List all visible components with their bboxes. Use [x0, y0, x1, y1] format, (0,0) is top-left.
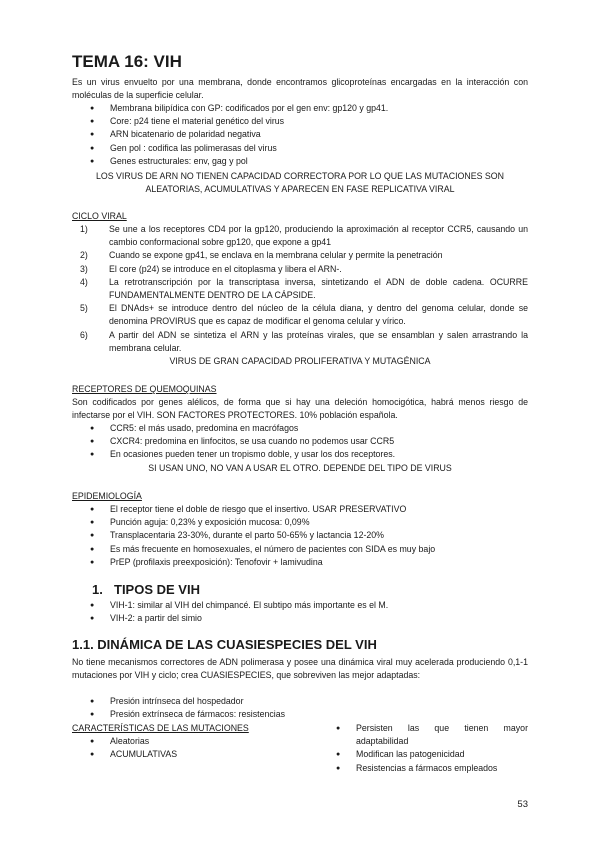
list-item: ● Core: p24 tiene el material genético del virus [90, 115, 530, 128]
list-item: ● Modifican las patogenicidad [336, 748, 528, 761]
step-number: 4) [80, 276, 88, 287]
list-item: ● En ocasiones pueden tener un tropismo doble, y usar los dos receptores. [90, 448, 530, 461]
list-item: ● VIH-1: similar al VIH del chimpancé. El subtipo más importante es el M. [90, 599, 530, 612]
list-item: ● El receptor tiene el doble de riesgo que el insertivo. USAR PRESERVATIVO [90, 503, 530, 516]
ciclo-viral-heading: CICLO VIRAL [72, 211, 127, 221]
step-number: 1) [80, 224, 88, 234]
page-number: 53 [517, 799, 528, 810]
intro-paragraph: Es un virus envuelto por una membrana, donde encontramos glicoproteínas encargadas en la interacción con moléculas de la superficie celular. [72, 77, 528, 101]
list-item: ● VIH-2: a partir del simio [90, 612, 530, 625]
tipos-bullet-list [90, 599, 530, 625]
list-item [80, 276, 528, 302]
epidemiologia-heading: EPIDEMIOLOGÍA [72, 491, 142, 501]
ciclo-viral-steps [80, 223, 528, 355]
page-title: TEMA 16: VIH [72, 52, 182, 71]
receptores-heading: RECEPTORES DE QUEMOQUINAS [72, 384, 217, 394]
warning-note: LOS VIRUS DE ARN NO TIENEN CAPACIDAD CORRECTORA POR LO QUE LAS MUTACIONES SON ALEATORIAS, ACUMULATIVAS Y APARECEN EN FASE REPLICATIVA VIRAL [96, 171, 504, 195]
caracteristicas-heading: CARACTERÍSTICAS DE LAS MUTACIONES [72, 723, 249, 733]
step-text: A partir del ADN se sintetiza el ARN y las proteínas virales, que se ensamblan y salen arrastrando la membrana celular. [109, 329, 528, 353]
list-item: ● Es más frecuente en homosexuales, el número de pacientes con SIDA es muy bajo [90, 543, 530, 556]
list-item: ● Aleatorias [90, 735, 290, 748]
list-item: ● Punción aguja: 0,23% y exposición mucosa: 0,09% [90, 516, 530, 529]
receptores-bullet-list [90, 422, 530, 462]
list-item: ● Persisten las que tienen mayor adaptabilidad [336, 722, 528, 748]
list-item: ● PrEP (profilaxis preexposición): Tenofovir + lamivudina [90, 556, 530, 569]
caracteristicas-right-list [336, 722, 528, 775]
receptores-paragraph: Son codificados por genes alélicos, de forma que si hay una deleción homocigótica, habrá menos riesgo de infectarse por el VIH. SON FACTORES PROTECTORES. 10% población española. [72, 397, 528, 421]
list-item [80, 249, 528, 262]
step-text: El core (p24) se introduce en el citoplasma y libera el ARN-. [109, 263, 342, 274]
tipos-heading [72, 582, 200, 597]
step-text: El DNAds+ se introduce dentro del núcleo de la célula diana, y dentro del genoma celular, donde se denomina PROVIRUS que es capaz de modificar el genoma celular y vírico. [109, 303, 528, 327]
ciclo-viral-note: VIRUS DE GRAN CAPACIDAD PROLIFERATIVA Y MUTAGÉNICA [169, 356, 431, 366]
dinamica-bullet-list [90, 695, 530, 721]
step-number: 6) [80, 329, 88, 340]
list-item [80, 223, 528, 249]
step-text: La retrotranscripción por la transcriptasa inversa, sintetizando el ADN de doble cadena. OCURRE FUNDAMENTALMENTE DENTRO DE LA CÁPSIDE. [109, 276, 528, 301]
step-text: Se une a los receptores CD4 por la gp120, produciendo la aproximación al receptor CCR5, causando un cambio conformacional sobre gp120, que expone a gp41 [109, 224, 528, 248]
list-item: ● Gen pol : codifica las polimerasas del virus [90, 142, 530, 155]
caracteristicas-left-list [90, 735, 290, 761]
step-text: Cuando se expone gp41, se enclava en la membrana celular y permite la penetración [109, 250, 443, 261]
list-item: ● Presión intrínseca del hospedador [90, 695, 530, 708]
section-number: 1. [92, 582, 103, 597]
section-title: TIPOS DE VIH [114, 582, 200, 597]
step-number: 2) [80, 250, 88, 261]
list-item [80, 329, 528, 355]
list-item: ● Resistencias a fármacos empleados [336, 762, 528, 775]
list-item: ● Presión extrínseca de fármacos: resistencias [90, 708, 530, 721]
intro-bullet-list [90, 102, 530, 168]
dinamica-heading: 1.1. DINÁMICA DE LAS CUASIESPECIES DEL VIH [72, 637, 377, 652]
list-item: ● Transplacentaria 23-30%, durante el parto 50-65% y lactancia 12-20% [90, 529, 530, 542]
list-item: ● CCR5: el más usado, predomina en macrófagos [90, 422, 530, 435]
list-item: ● Membrana bilipídica con GP: codificados por el gen env: gp120 y gp41. [90, 102, 530, 115]
list-item: ● ACUMULATIVAS [90, 748, 290, 761]
dinamica-paragraph: No tiene mecanismos correctores de ADN polimerasa y posee una dinámica viral muy acelerada produciendo 0,1-1 mutaciones por VIH y ciclo; crea CUASIESPECIES, que sobreviven las mejor adaptadas: [72, 657, 528, 681]
list-item [80, 302, 528, 328]
list-item [80, 263, 528, 276]
list-item: ● ARN bicatenario de polaridad negativa [90, 128, 530, 141]
step-number: 3) [80, 263, 88, 274]
list-item: ● CXCR4: predomina en linfocitos, se usa cuando no podemos usar CCR5 [90, 435, 530, 448]
epidemiologia-bullet-list [90, 503, 530, 569]
step-number: 5) [80, 303, 88, 314]
receptores-note: SI USAN UNO, NO VAN A USAR EL OTRO. DEPENDE DEL TIPO DE VIRUS [148, 463, 452, 473]
list-item: ● Genes estructurales: env, gag y pol [90, 155, 530, 168]
